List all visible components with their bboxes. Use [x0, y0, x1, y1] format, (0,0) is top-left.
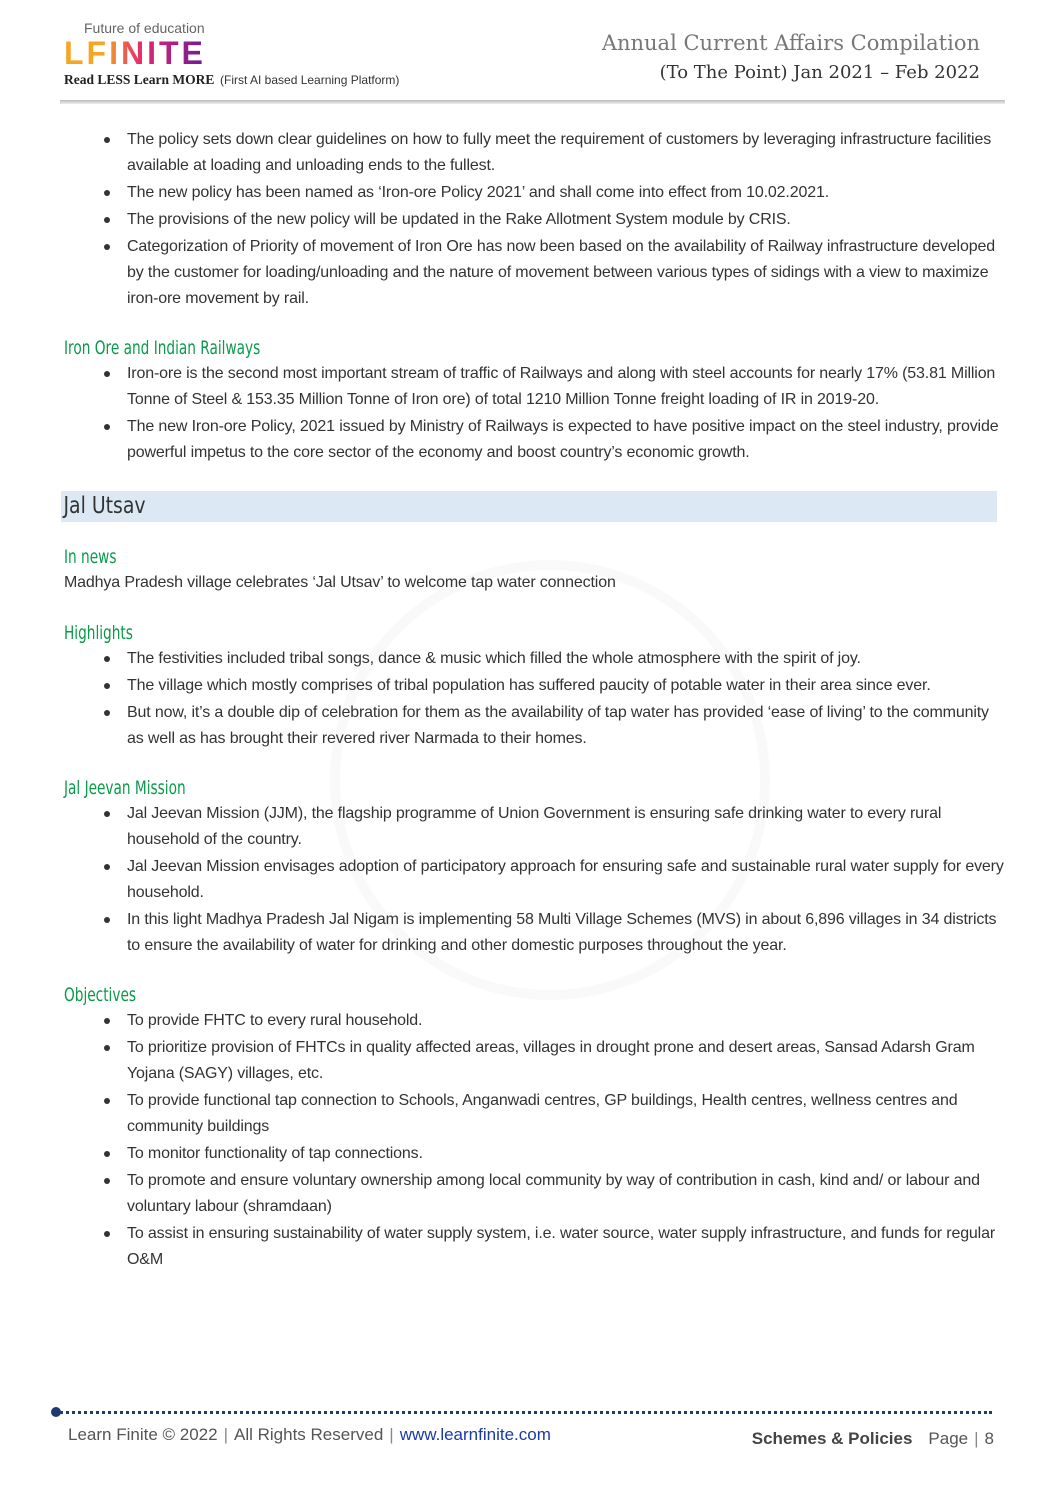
header-divider — [60, 100, 1005, 104]
header-title: Annual Current Affairs Compilation — [601, 31, 980, 55]
subheading: Highlights — [64, 622, 133, 644]
list-item: Jal Jeevan Mission (JJM), the flagship programme of Union Government is ensuring safe drinking water to every rural household of the country. — [64, 801, 1004, 853]
section-title: Jal Utsav — [63, 493, 146, 519]
list-item: Categorization of Priority of movement of Iron Ore has now been based on the availability of Railway infrastructure developed by the customer for loading/unloading and the nature of movement between various types of sidings with a view to maximize iron-ore movement by rail. — [64, 234, 1004, 312]
intro-section — [64, 127, 1004, 312]
list-item: The provisions of the new policy will be updated in the Rake Allotment System module by CRIS. — [64, 207, 1004, 233]
logo-tagline: Future of education — [84, 20, 205, 36]
list-item: But now, it’s a double dip of celebration for them as the availability of tap water has provided ‘ease of living’ to the community as well as has brought their revered river Narmada to their homes. — [64, 700, 1004, 752]
list-item: The village which mostly comprises of tribal population has suffered paucity of potable water in their area since ever. — [64, 673, 1004, 699]
subheading: In news — [64, 546, 117, 568]
bullet-list — [64, 1008, 1004, 1273]
footer-page-label: Page — [928, 1429, 969, 1448]
footer-left: Learn Finite © 2022 | All Rights Reserved | www.learnfinite.com — [68, 1425, 551, 1444]
list-item: The new policy has been named as ‘Iron-ore Policy 2021’ and shall come into effect from 10.02.2021. — [64, 180, 1004, 206]
footer-rights: All Rights Reserved — [234, 1425, 384, 1444]
list-item: Jal Jeevan Mission envisages adoption of participatory approach for ensuring safe and sustainable rural water supply for every household. — [64, 854, 1004, 906]
list-item: To prioritize provision of FHTCs in quality affected areas, villages in drought prone and desert areas, Sansad Adarsh Gram Yojana (SAGY) villages, etc. — [64, 1035, 1004, 1087]
footer-divider — [55, 1411, 992, 1414]
in-news-section — [64, 544, 1004, 596]
list-item: In this light Madhya Pradesh Jal Nigam is implementing 58 Multi Village Schemes (MVS) in about 6,896 villages in 34 districts to ensure the availability of water for drinking and other domestic purposes throughout the year. — [64, 907, 1004, 959]
bullet-list — [64, 646, 1004, 752]
list-item: To provide FHTC to every rural household. — [64, 1008, 1004, 1034]
footer-right: Schemes & Policies Page | 8 — [751, 1429, 994, 1448]
list-item: The festivities included tribal songs, dance & music which filled the whole atmosphere with the spirit of joy. — [64, 646, 1004, 672]
paragraph: Madhya Pradesh village celebrates ‘Jal Utsav’ to welcome tap water connection — [64, 574, 616, 591]
subheading: Jal Jeevan Mission — [64, 777, 186, 799]
list-item: To provide functional tap connection to Schools, Anganwadi centres, GP buildings, Health centres, wellness centres and community buildings — [64, 1088, 1004, 1140]
subheading: Objectives — [64, 984, 136, 1006]
subheading: Iron Ore and Indian Railways — [64, 337, 261, 359]
section-title-bar — [61, 491, 997, 522]
iron-ore-section — [64, 335, 1004, 466]
highlights-section — [64, 620, 1004, 752]
footer-copyright: Learn Finite © 2022 — [68, 1425, 218, 1444]
list-item: Iron-ore is the second most important stream of traffic of Railways and along with steel accounts for nearly 17% (53.81 Million Tonne of Steel & 153.35 Million Tonne of Iron ore) of total 1210 Million Tonne freight loading of IR in 2019-20. — [64, 361, 1004, 413]
header-subtitle: (To The Point) Jan 2021 – Feb 2022 — [659, 62, 980, 83]
list-item: To promote and ensure voluntary ownership among local community by way of contribution in cash, kind and/ or labour and voluntary labour (shramdaan) — [64, 1168, 1004, 1220]
list-item: To monitor functionality of tap connections. — [64, 1141, 1004, 1167]
bullet-list — [64, 361, 1004, 466]
bullet-list — [64, 127, 1004, 312]
logo-subtitle: (First AI based Learning Platform) — [220, 73, 400, 87]
jjm-section — [64, 775, 1004, 959]
content — [64, 127, 1004, 1274]
list-item: To assist in ensuring sustainability of water supply system, i.e. water source, water supply infrastructure, and funds for regular O&M — [64, 1221, 1004, 1273]
logo-wordmark: LFINITE — [64, 35, 206, 71]
objectives-section — [64, 982, 1004, 1273]
footer-section: Schemes & Policies — [751, 1429, 913, 1448]
bullet-list — [64, 801, 1004, 959]
list-item: The new Iron-ore Policy, 2021 issued by Ministry of Railways is expected to have positive impact on the steel industry, provide powerful impetus to the core sector of the economy and boost country’s economic growth. — [64, 414, 1004, 466]
footer-page-number: 8 — [984, 1429, 994, 1448]
footer-url-link[interactable]: www.learnfinite.com — [399, 1425, 551, 1444]
logo — [62, 20, 422, 90]
logo-motto: Read LESS Learn MORE — [64, 72, 215, 87]
list-item: The policy sets down clear guidelines on how to fully meet the requirement of customers by leveraging infrastructure facilities available at loading and unloading ends to the fullest. — [64, 127, 1004, 179]
